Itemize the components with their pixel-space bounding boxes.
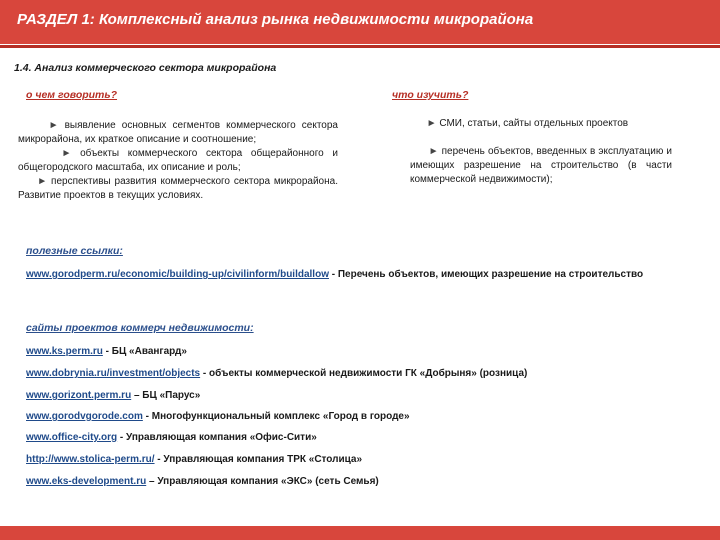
left-bullet-1-text: выявление основных сегментов коммерческого сектора микрорайона, их краткое описание и соотношение; bbox=[18, 120, 338, 145]
left-bullet-2-text: объекты коммерческого сектора общерайонного и общегородского масштаба, их описание и роль; bbox=[18, 148, 338, 173]
bullet-icon: ► bbox=[428, 146, 439, 157]
right-bullet-2 bbox=[410, 145, 672, 187]
header-bar bbox=[0, 0, 720, 44]
header-divider bbox=[0, 45, 720, 48]
gorodperm-link[interactable]: www.gorodperm.ru/economic/building-up/civilinform/buildallow bbox=[26, 269, 329, 280]
site-row bbox=[26, 454, 362, 465]
site-link[interactable]: www.eks-development.ru bbox=[26, 476, 147, 487]
site-desc: - Многофункциональный комплекс «Город в городе» bbox=[142, 411, 410, 422]
left-bullet-3-text: перспективы развития коммерческого сектора микрорайона. Развитие проектов в текущих условиях. bbox=[18, 176, 338, 201]
site-row bbox=[26, 411, 410, 422]
site-desc: - объекты коммерческой недвижимости ГК «Добрыня» (розница) bbox=[200, 368, 528, 379]
site-link[interactable]: http://www.stolica-perm.ru/ bbox=[26, 454, 155, 465]
site-row bbox=[26, 476, 379, 487]
gorodperm-desc: - Перечень объектов, имеющих разрешение на строительство bbox=[328, 269, 644, 280]
useful-links-heading: полезные ссылки: bbox=[26, 245, 123, 257]
project-sites-heading: сайты проектов коммерч недвижимости: bbox=[26, 322, 254, 334]
site-row bbox=[26, 390, 200, 401]
site-desc: - Управляющая компания ТРК «Столица» bbox=[154, 454, 363, 465]
site-link[interactable]: www.dobrynia.ru/investment/objects bbox=[26, 368, 201, 379]
left-bullet-2 bbox=[18, 147, 338, 175]
right-column-text bbox=[410, 117, 672, 187]
left-bullet-1 bbox=[18, 119, 338, 147]
bullet-icon: ► bbox=[426, 118, 437, 129]
site-desc: - Управляющая компания «Офис-Сити» bbox=[117, 432, 317, 443]
section-title: 1.4. Анализ коммерческого сектора микрорайона bbox=[14, 62, 277, 74]
bullet-icon: ► bbox=[37, 176, 48, 187]
site-link[interactable]: www.gorizont.perm.ru bbox=[26, 390, 132, 401]
site-row bbox=[26, 368, 527, 379]
useful-link-row bbox=[26, 268, 691, 282]
right-bullet-1 bbox=[410, 117, 672, 131]
site-link[interactable]: www.office-city.org bbox=[26, 432, 118, 443]
left-column-heading: о чем говорить? bbox=[26, 89, 118, 101]
right-bullet-2-text: перечень объектов, введенных в эксплуатацию и имеющих разрешение на строительство (в части коммерческой недвижимости); bbox=[410, 146, 673, 185]
footer-bar bbox=[0, 526, 720, 540]
left-column-text bbox=[18, 119, 338, 203]
left-bullet-3 bbox=[18, 175, 338, 203]
header-title: РАЗДЕЛ 1: Комплексный анализ рынка недвижимости микрорайона bbox=[17, 11, 534, 28]
bullet-icon: ► bbox=[61, 148, 72, 159]
right-bullet-1-text: СМИ, статьи, сайты отдельных проектов bbox=[439, 118, 629, 129]
site-desc: – Управляющая компания «ЭКС» (сеть Семья) bbox=[146, 476, 379, 487]
site-desc: - БЦ «Авангард» bbox=[102, 346, 187, 357]
site-link[interactable]: www.ks.perm.ru bbox=[26, 346, 103, 357]
site-row bbox=[26, 346, 187, 357]
site-link[interactable]: www.gorodvgorode.com bbox=[26, 411, 143, 422]
right-column-heading: что изучить? bbox=[392, 89, 469, 101]
bullet-icon: ► bbox=[48, 120, 59, 131]
site-desc: – БЦ «Парус» bbox=[131, 390, 201, 401]
site-row bbox=[26, 432, 317, 443]
